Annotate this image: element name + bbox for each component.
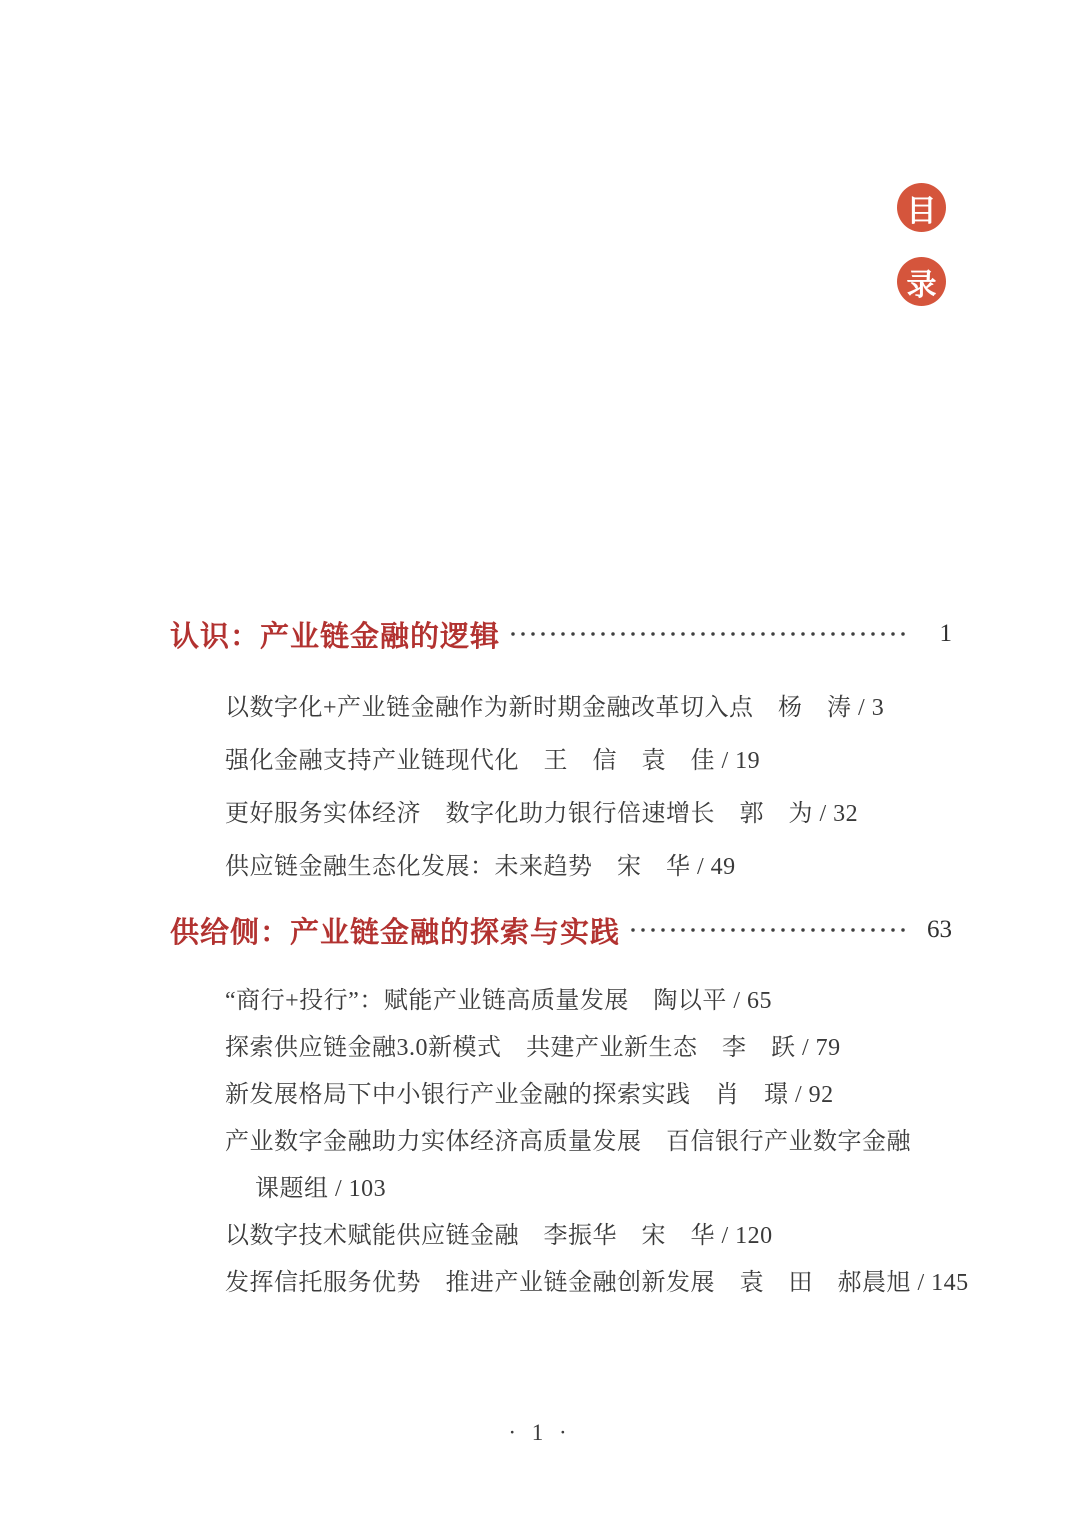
section-2-items [225, 978, 969, 1307]
toc-title-badge [897, 183, 946, 306]
toc-content [170, 612, 969, 1307]
footer-page-number: · 1 · [508, 1420, 572, 1445]
dotted-leader [508, 612, 910, 656]
section-title: 认识：产业链金融的逻辑 [170, 620, 501, 653]
toc-char: 录 [906, 268, 937, 302]
toc-entry: 以数字技术赋能供应链金融 李振华 宋 华 / 120 [225, 1223, 773, 1249]
section-1 [170, 612, 952, 894]
section-1-items [225, 682, 952, 894]
section-page-number: 1 [939, 620, 952, 647]
toc-entry: 更好服务实体经济 数字化助力银行倍速增长 郭 为 / 32 [225, 801, 859, 827]
toc-entry: 发挥信托服务优势 推进产业链金融创新发展 袁 田 郝晨旭 / 145 [225, 1270, 969, 1296]
toc-char-circle-mu [897, 183, 946, 232]
toc-entry: 产业数字金融助力实体经济高质量发展 百信银行产业数字金融 [225, 1129, 911, 1155]
toc-entry: “商行+投行”：赋能产业链高质量发展 陶以平 / 65 [225, 988, 773, 1014]
section-title: 供给侧：产业链金融的探索与实践 [170, 916, 621, 949]
toc-char: 目 [906, 194, 937, 228]
section-1-heading [170, 612, 952, 656]
toc-entry: 以数字化+产业链金融作为新时期金融改革切入点 杨 涛 / 3 [225, 695, 885, 721]
toc-entry: 新发展格局下中小银行产业金融的探索实践 肖 璟 / 92 [225, 1082, 834, 1108]
section-2 [170, 908, 969, 1307]
toc-entry: 供应链金融生态化发展：未来趋势 宋 华 / 49 [225, 854, 736, 880]
section-page-number: 63 [927, 916, 952, 943]
toc-entry-continuation: 课题组 / 103 [255, 1176, 387, 1202]
toc-entry: 强化金融支持产业链现代化 王 信 袁 佳 / 19 [225, 748, 761, 774]
toc-char-circle-lu [897, 257, 946, 306]
section-2-heading [170, 908, 952, 952]
dotted-leader [628, 908, 910, 952]
toc-entry: 探索供应链金融3.0新模式 共建产业新生态 李 跃 / 79 [225, 1035, 841, 1061]
